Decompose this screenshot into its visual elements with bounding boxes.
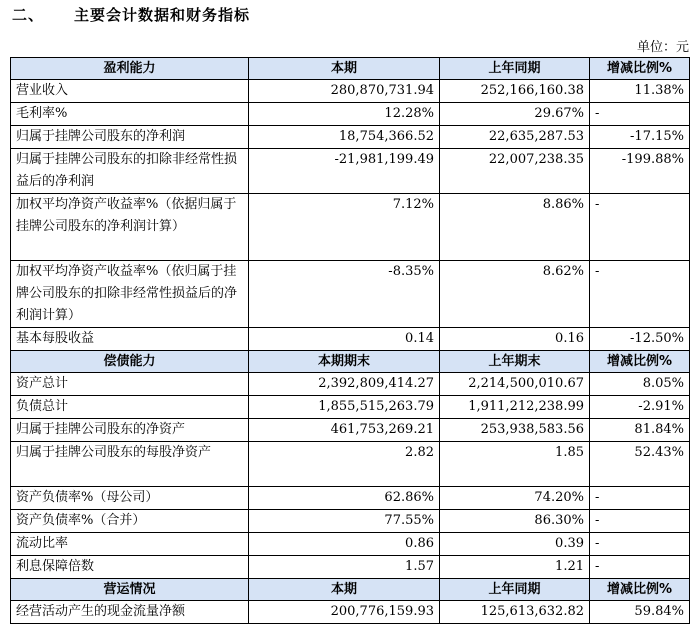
row-label: 经营活动产生的现金流量净额 xyxy=(11,601,249,624)
column-header: 本期期末 xyxy=(249,351,440,373)
change-value: - xyxy=(590,261,690,328)
column-header: 增减比例% xyxy=(590,58,690,80)
row-label: 资产负债率%（母公司） xyxy=(11,487,249,510)
current-value: 62.86% xyxy=(249,487,440,510)
column-header: 上年同期 xyxy=(440,579,590,601)
row-label: 归属于挂牌公司股东的净利润 xyxy=(11,126,249,149)
row-label: 资产负债率%（合并） xyxy=(11,510,249,533)
current-value: 18,754,366.52 xyxy=(249,126,440,149)
change-value: - xyxy=(590,487,690,510)
current-value: 0.14 xyxy=(249,328,440,351)
current-value: 2.82 xyxy=(249,442,440,487)
current-value: 200,776,159.93 xyxy=(249,601,440,624)
table-row xyxy=(11,80,690,103)
row-label: 加权平均净资产收益率%（依据归属于挂牌公司股东的净利润计算） xyxy=(11,194,249,261)
unit-label: 单位：元 xyxy=(636,40,689,55)
row-label: 负债总计 xyxy=(11,396,249,419)
current-value: -8.35% xyxy=(249,261,440,328)
table-row xyxy=(11,419,690,442)
row-label: 营业收入 xyxy=(11,80,249,103)
current-value: 280,870,731.94 xyxy=(249,80,440,103)
previous-value: 74.20% xyxy=(440,487,590,510)
current-value: -21,981,199.49 xyxy=(249,149,440,194)
previous-value: 8.86% xyxy=(440,194,590,261)
current-value: 0.86 xyxy=(249,533,440,556)
change-value: - xyxy=(590,556,690,579)
column-header: 偿债能力 xyxy=(11,351,249,373)
current-value: 77.55% xyxy=(249,510,440,533)
current-value: 7.12% xyxy=(249,194,440,261)
change-value: - xyxy=(590,510,690,533)
previous-value: 253,938,583.56 xyxy=(440,419,590,442)
solvency-header-row xyxy=(11,351,690,373)
change-value: -12.50% xyxy=(590,328,690,351)
column-header: 营运情况 xyxy=(11,579,249,601)
row-label: 毛利率% xyxy=(11,103,249,126)
change-value: 8.05% xyxy=(590,373,690,396)
previous-value: 2,214,500,010.67 xyxy=(440,373,590,396)
table-row xyxy=(11,442,690,487)
previous-value: 125,613,632.82 xyxy=(440,601,590,624)
previous-value: 1,911,212,238.99 xyxy=(440,396,590,419)
financial-indicators-table xyxy=(10,57,690,624)
table-row xyxy=(11,328,690,351)
column-header: 上年同期 xyxy=(440,58,590,80)
previous-value: 0.39 xyxy=(440,533,590,556)
table-row xyxy=(11,533,690,556)
column-header: 增减比例% xyxy=(590,579,690,601)
change-value: -17.15% xyxy=(590,126,690,149)
change-value: -199.88% xyxy=(590,149,690,194)
table-row xyxy=(11,556,690,579)
column-header: 本期 xyxy=(249,579,440,601)
table-row xyxy=(11,373,690,396)
previous-value: 22,635,287.53 xyxy=(440,126,590,149)
current-value: 461,753,269.21 xyxy=(249,419,440,442)
previous-value: 29.67% xyxy=(440,103,590,126)
table-row xyxy=(11,194,690,261)
table-row xyxy=(11,103,690,126)
profit-header-row xyxy=(11,58,690,80)
operations-header-row xyxy=(11,579,690,601)
column-header: 本期 xyxy=(249,58,440,80)
table-row xyxy=(11,510,690,533)
change-value: - xyxy=(590,533,690,556)
row-label: 利息保障倍数 xyxy=(11,556,249,579)
table-row xyxy=(11,487,690,510)
change-value: -2.91% xyxy=(590,396,690,419)
column-header: 增减比例% xyxy=(590,351,690,373)
table-row xyxy=(11,396,690,419)
previous-value: 1.21 xyxy=(440,556,590,579)
previous-value: 86.30% xyxy=(440,510,590,533)
change-value: 81.84% xyxy=(590,419,690,442)
previous-value: 22,007,238.35 xyxy=(440,149,590,194)
previous-value: 8.62% xyxy=(440,261,590,328)
column-header: 盈利能力 xyxy=(11,58,249,80)
section-number: 二、 xyxy=(12,6,45,24)
change-value: 11.38% xyxy=(590,80,690,103)
section-title: 主要会计数据和财务指标 xyxy=(74,6,251,24)
change-value: 59.84% xyxy=(590,601,690,624)
change-value: - xyxy=(590,194,690,261)
previous-value: 0.16 xyxy=(440,328,590,351)
previous-value: 1.85 xyxy=(440,442,590,487)
table-row xyxy=(11,261,690,328)
table-row xyxy=(11,601,690,624)
table-row xyxy=(11,149,690,194)
change-value: - xyxy=(590,103,690,126)
column-header: 上年期末 xyxy=(440,351,590,373)
row-label: 归属于挂牌公司股东的扣除非经常性损益后的净利润 xyxy=(11,149,249,194)
table-row xyxy=(11,126,690,149)
section-heading xyxy=(12,4,250,25)
row-label: 加权平均净资产收益率%（依归属于挂牌公司股东的扣除非经常性损益后的净利润计算） xyxy=(11,261,249,328)
row-label: 归属于挂牌公司股东的每股净资产 xyxy=(11,442,249,487)
current-value: 1.57 xyxy=(249,556,440,579)
row-label: 资产总计 xyxy=(11,373,249,396)
current-value: 1,855,515,263.79 xyxy=(249,396,440,419)
row-label: 基本每股收益 xyxy=(11,328,249,351)
row-label: 流动比率 xyxy=(11,533,249,556)
current-value: 2,392,809,414.27 xyxy=(249,373,440,396)
change-value: 52.43% xyxy=(590,442,690,487)
previous-value: 252,166,160.38 xyxy=(440,80,590,103)
current-value: 12.28% xyxy=(249,103,440,126)
row-label: 归属于挂牌公司股东的净资产 xyxy=(11,419,249,442)
